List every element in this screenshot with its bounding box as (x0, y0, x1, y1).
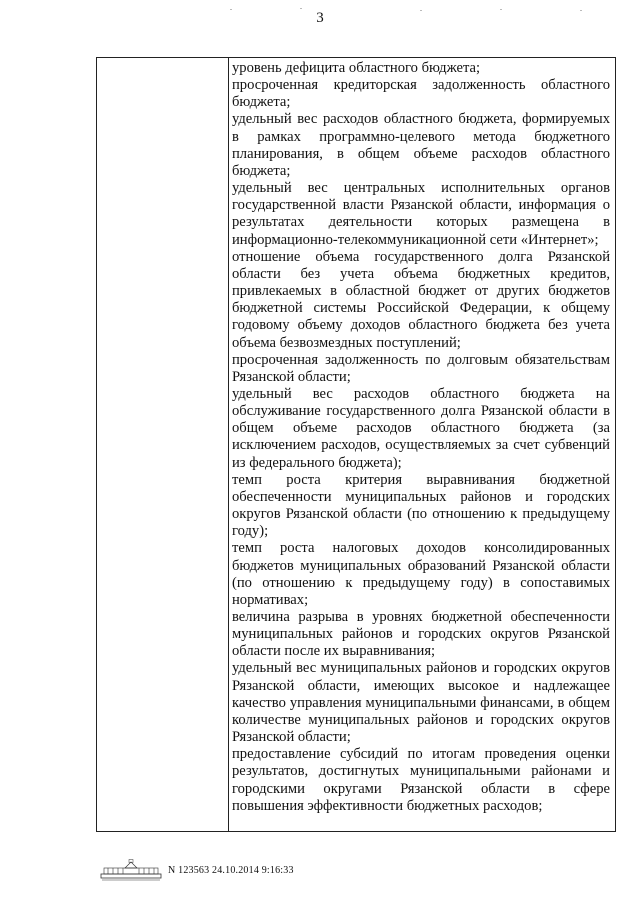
indicator-item: отношение объема государственного долга Рязанской области без учета объема бюджетных кредитов, привлекаемых в областной бюджет от других бюджетов бюджетной системы Российской Федерации, к общему годовому объему доходов областного бюджета без учета объема безвозмездных поступлений; (232, 248, 610, 351)
indicator-item: удельный вес муниципальных районов и городских округов Рязанской области, имеющих высокое и надлежащее качество управления муниципальными финансами, в общем количестве муниципальных районов и городских округов Рязанской области; (232, 660, 610, 746)
scan-speck (420, 10, 422, 11)
scan-speck (300, 8, 302, 9)
scan-speck (580, 10, 582, 11)
scan-speck (500, 9, 502, 10)
indicator-list (232, 60, 610, 815)
indicator-item: удельный вес расходов областного бюджета на обслуживание государственного долга Рязанской области в общем объеме расходов областного бюджета (за исключением расходов, осуществляемых за счет субвенций из федерального бюджета); (232, 385, 610, 471)
indicator-item: темп роста налоговых доходов консолидированных бюджетов муниципальных образований Рязанской области (по отношению к предыдущему году) в сопоставимых нормативах; (232, 540, 610, 608)
document-footer (100, 858, 294, 882)
indicator-item: просроченная задолженность по долговым обязательствам Рязанской области; (232, 351, 610, 385)
indicator-item: просроченная кредиторская задолженность областного бюджета; (232, 77, 610, 111)
government-building-emblem-icon (100, 859, 162, 881)
indicator-item: темп роста критерия выравнивания бюджетной обеспеченности муниципальных районов и городских округов Рязанской области (по отношению к предыдущему году); (232, 471, 610, 540)
indicator-item: предоставление субсидий по итогам проведения оценки результатов, достигнутых муниципальными районами и городскими округами Рязанской области в сфере повышения эффективности бюджетных расходов; (232, 746, 610, 814)
page-number: 3 (316, 10, 324, 26)
column-divider (228, 58, 229, 831)
scan-speck (230, 9, 232, 10)
indicator-item: удельный вес центральных исполнительных органов государственной власти Рязанской области, информация о результатах деятельности которых размещена в информационно-телекоммуникационной сети «Интернет»; (232, 180, 610, 248)
document-stamp: N 123563 24.10.2014 9:16:33 (168, 864, 294, 876)
indicator-item: уровень дефицита областного бюджета; (232, 60, 481, 76)
indicator-item: величина разрыва в уровнях бюджетной обеспеченности муниципальных районов и городских округов Рязанской области после их выравнивания; (232, 609, 610, 660)
indicator-item: удельный вес расходов областного бюджета, формируемых в рамках программно-целевого метода бюджетного планирования, в общем объеме расходов областного бюджета; (232, 111, 610, 179)
